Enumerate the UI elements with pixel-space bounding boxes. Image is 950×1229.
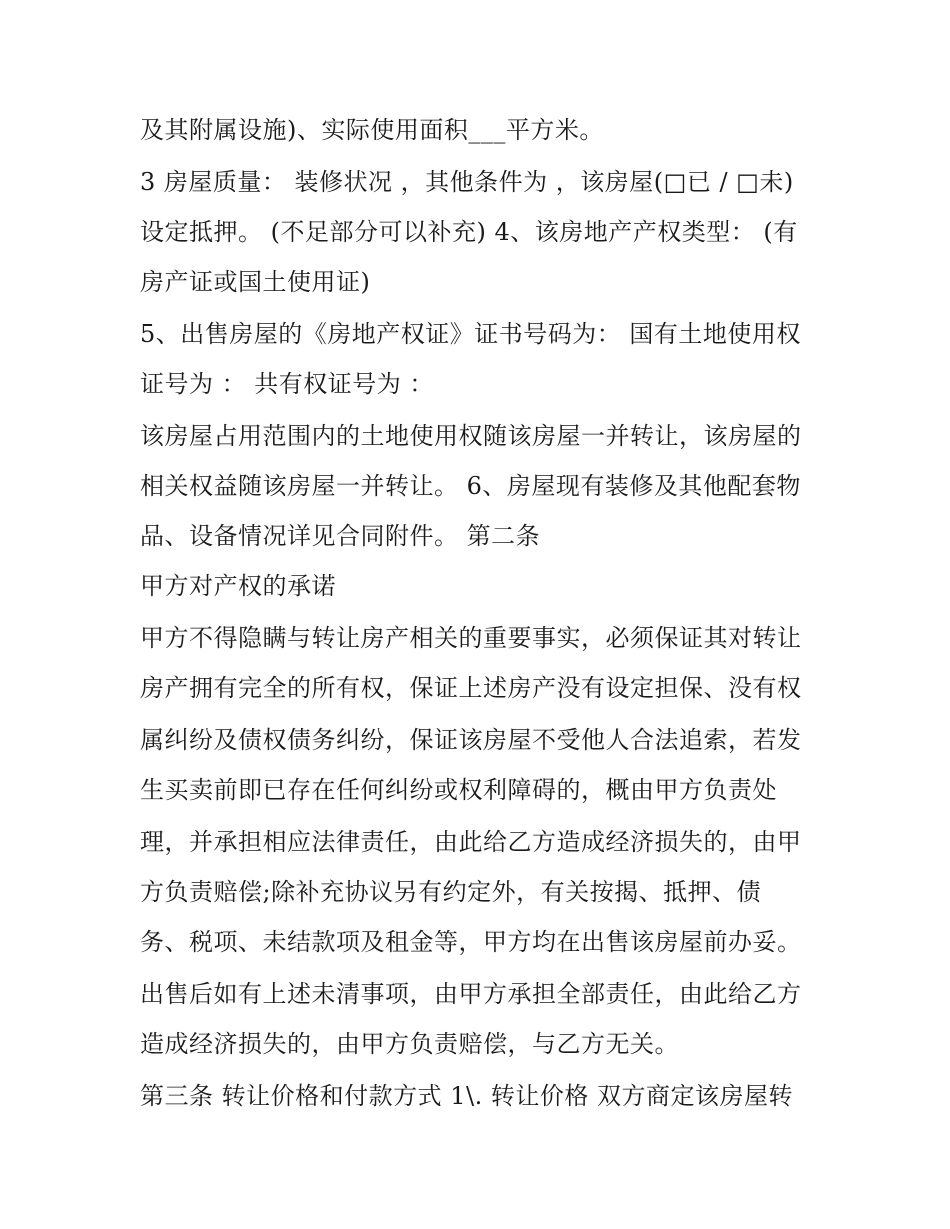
- text-line: 3 房屋质量： 装修状况 ，其他条件为 ，该房屋(□已 / □未): [140, 168, 794, 196]
- text-line: 生买卖前即已存在任何纠纷或权利障碍的，概由甲方负责处: [140, 776, 777, 804]
- text-line: 第三条 转让价格和付款方式 1\. 转让价格 双方商定该房屋转: [140, 1082, 793, 1110]
- section-heading: 甲方对产权的承诺: [140, 572, 336, 600]
- text-line: 品、设备情况详见合同附件。 第二条: [140, 522, 541, 550]
- text-line: 务、税项、未结款项及租金等，甲方均在出售该房屋前办妥。: [140, 928, 802, 956]
- text-line: 方负责赔偿;除补充协议另有约定外，有关按揭、抵押、债: [140, 878, 762, 906]
- text-line: 出售后如有上述未清事项，由甲方承担全部责任，由此给乙方: [140, 980, 802, 1008]
- text-line: 设定抵押。 (不足部分可以补充) 4、该房地产产权类型： (有: [140, 218, 798, 246]
- text-line: 房产拥有完全的所有权，保证上述房产没有设定担保、没有权: [140, 674, 802, 702]
- text-line: 5、出售房屋的《房地产权证》证书号码为： 国有土地使用权: [140, 320, 801, 348]
- text-line: 甲方不得隐瞒与转让房产相关的重要事实，必须保证其对转让: [140, 624, 802, 652]
- text-line: 及其附属设施)、实际使用面积___平方米。: [140, 116, 604, 144]
- text-line: 造成经济损失的，由甲方负责赔偿，与乙方无关。: [140, 1030, 679, 1058]
- text-line: 属纠纷及债权债务纠纷，保证该房屋不受他人合法追索，若发: [140, 726, 802, 754]
- text-line: 理，并承担相应法律责任，由此给乙方造成经济损失的，由甲: [140, 828, 802, 856]
- text-line: 该房屋占用范围内的土地使用权随该房屋一并转让，该房屋的: [140, 422, 802, 450]
- text-line: 证号为 ： 共有权证号为 ：: [140, 370, 434, 398]
- text-line: 房产证或国土使用证): [140, 268, 371, 296]
- text-line: 相关权益随该房屋一并转让。 6、房屋现有装修及其他配套物: [140, 472, 801, 500]
